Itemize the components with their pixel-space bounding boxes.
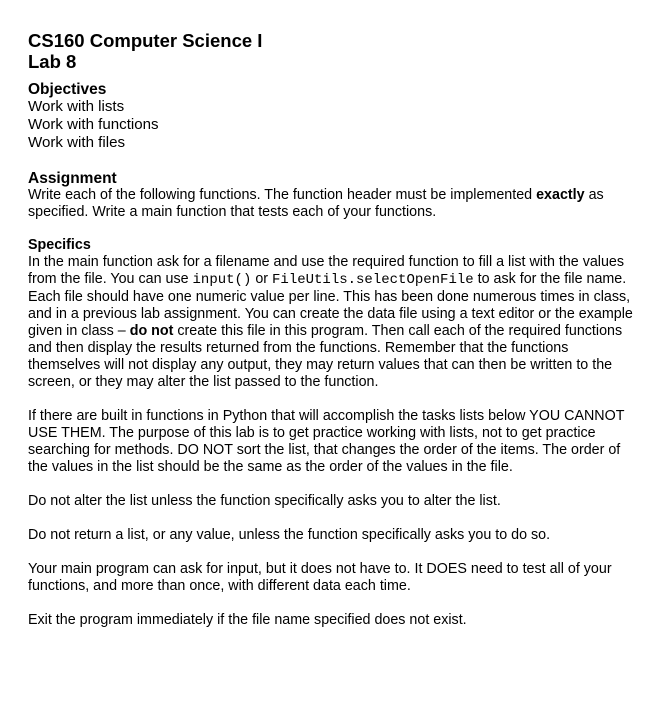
specifics-line: themselves will not display any output, they may return values that can then be written to the [28,357,613,373]
alter-paragraph: Do not alter the list unless the function specifically asks you to alter the list. [28,493,501,509]
specifics-line: from the file. You can use input() or FileUtils.selectOpenFile to ask for the file name. [28,271,627,288]
return-paragraph: Do not return a list, or any value, unless the function specifically asks you to do so. [28,527,551,543]
course-title: CS160 Computer Science I [28,30,263,51]
assignment-line: Write each of the following functions. The function header must be implemented exactly as [28,187,604,203]
document-page [28,30,653,629]
specifics-line: Each file should have one numeric value per line. This has been done numerous times in class, [28,289,631,305]
code-selectopenfile: FileUtils.selectOpenFile [272,272,474,288]
specifics-line: given in class – do not create this file in this program. Then call each of the required functions [28,323,623,339]
specifics-line: In the main function ask for a filename and use the required function to fill a list with the values [28,254,625,270]
objective-item: Work with lists [28,98,125,115]
specifics-line: and then display the results returned from the functions. Remember that the functions [28,340,569,356]
objectives-heading: Objectives [28,81,107,98]
code-input: input() [192,272,252,288]
exit-paragraph: Exit the program immediately if the file name specified does not exist. [28,612,467,628]
objective-item: Work with files [28,134,126,151]
assignment-heading: Assignment [28,170,117,187]
specifics-line: and in a previous lab assignment. You can create the data file using a text editor or the example [28,306,633,322]
specifics-line: screen, or they may alter the list passed to the function. [28,374,379,390]
objective-item: Work with functions [28,116,159,133]
builtin-paragraph: If there are built in functions in Python that will accomplish the tasks lists below YOU CANNOT USE THEM. The purpose of this lab is to get practice working with lists, not to get practice searching for methods. DO NOT sort the list, that changes the order of the items. The order of the values in the list should be the same as the order of the values in the file. [28,408,625,475]
main-program-paragraph: Your main program can ask for input, but it does not have to. It DOES need to test all of your functions, and more than once, with different data each time. [28,561,612,594]
lab-title: Lab 8 [28,51,77,72]
specifics-heading: Specifics [28,237,91,253]
assignment-line: specified. Write a main function that tests each of your functions. [28,204,437,220]
